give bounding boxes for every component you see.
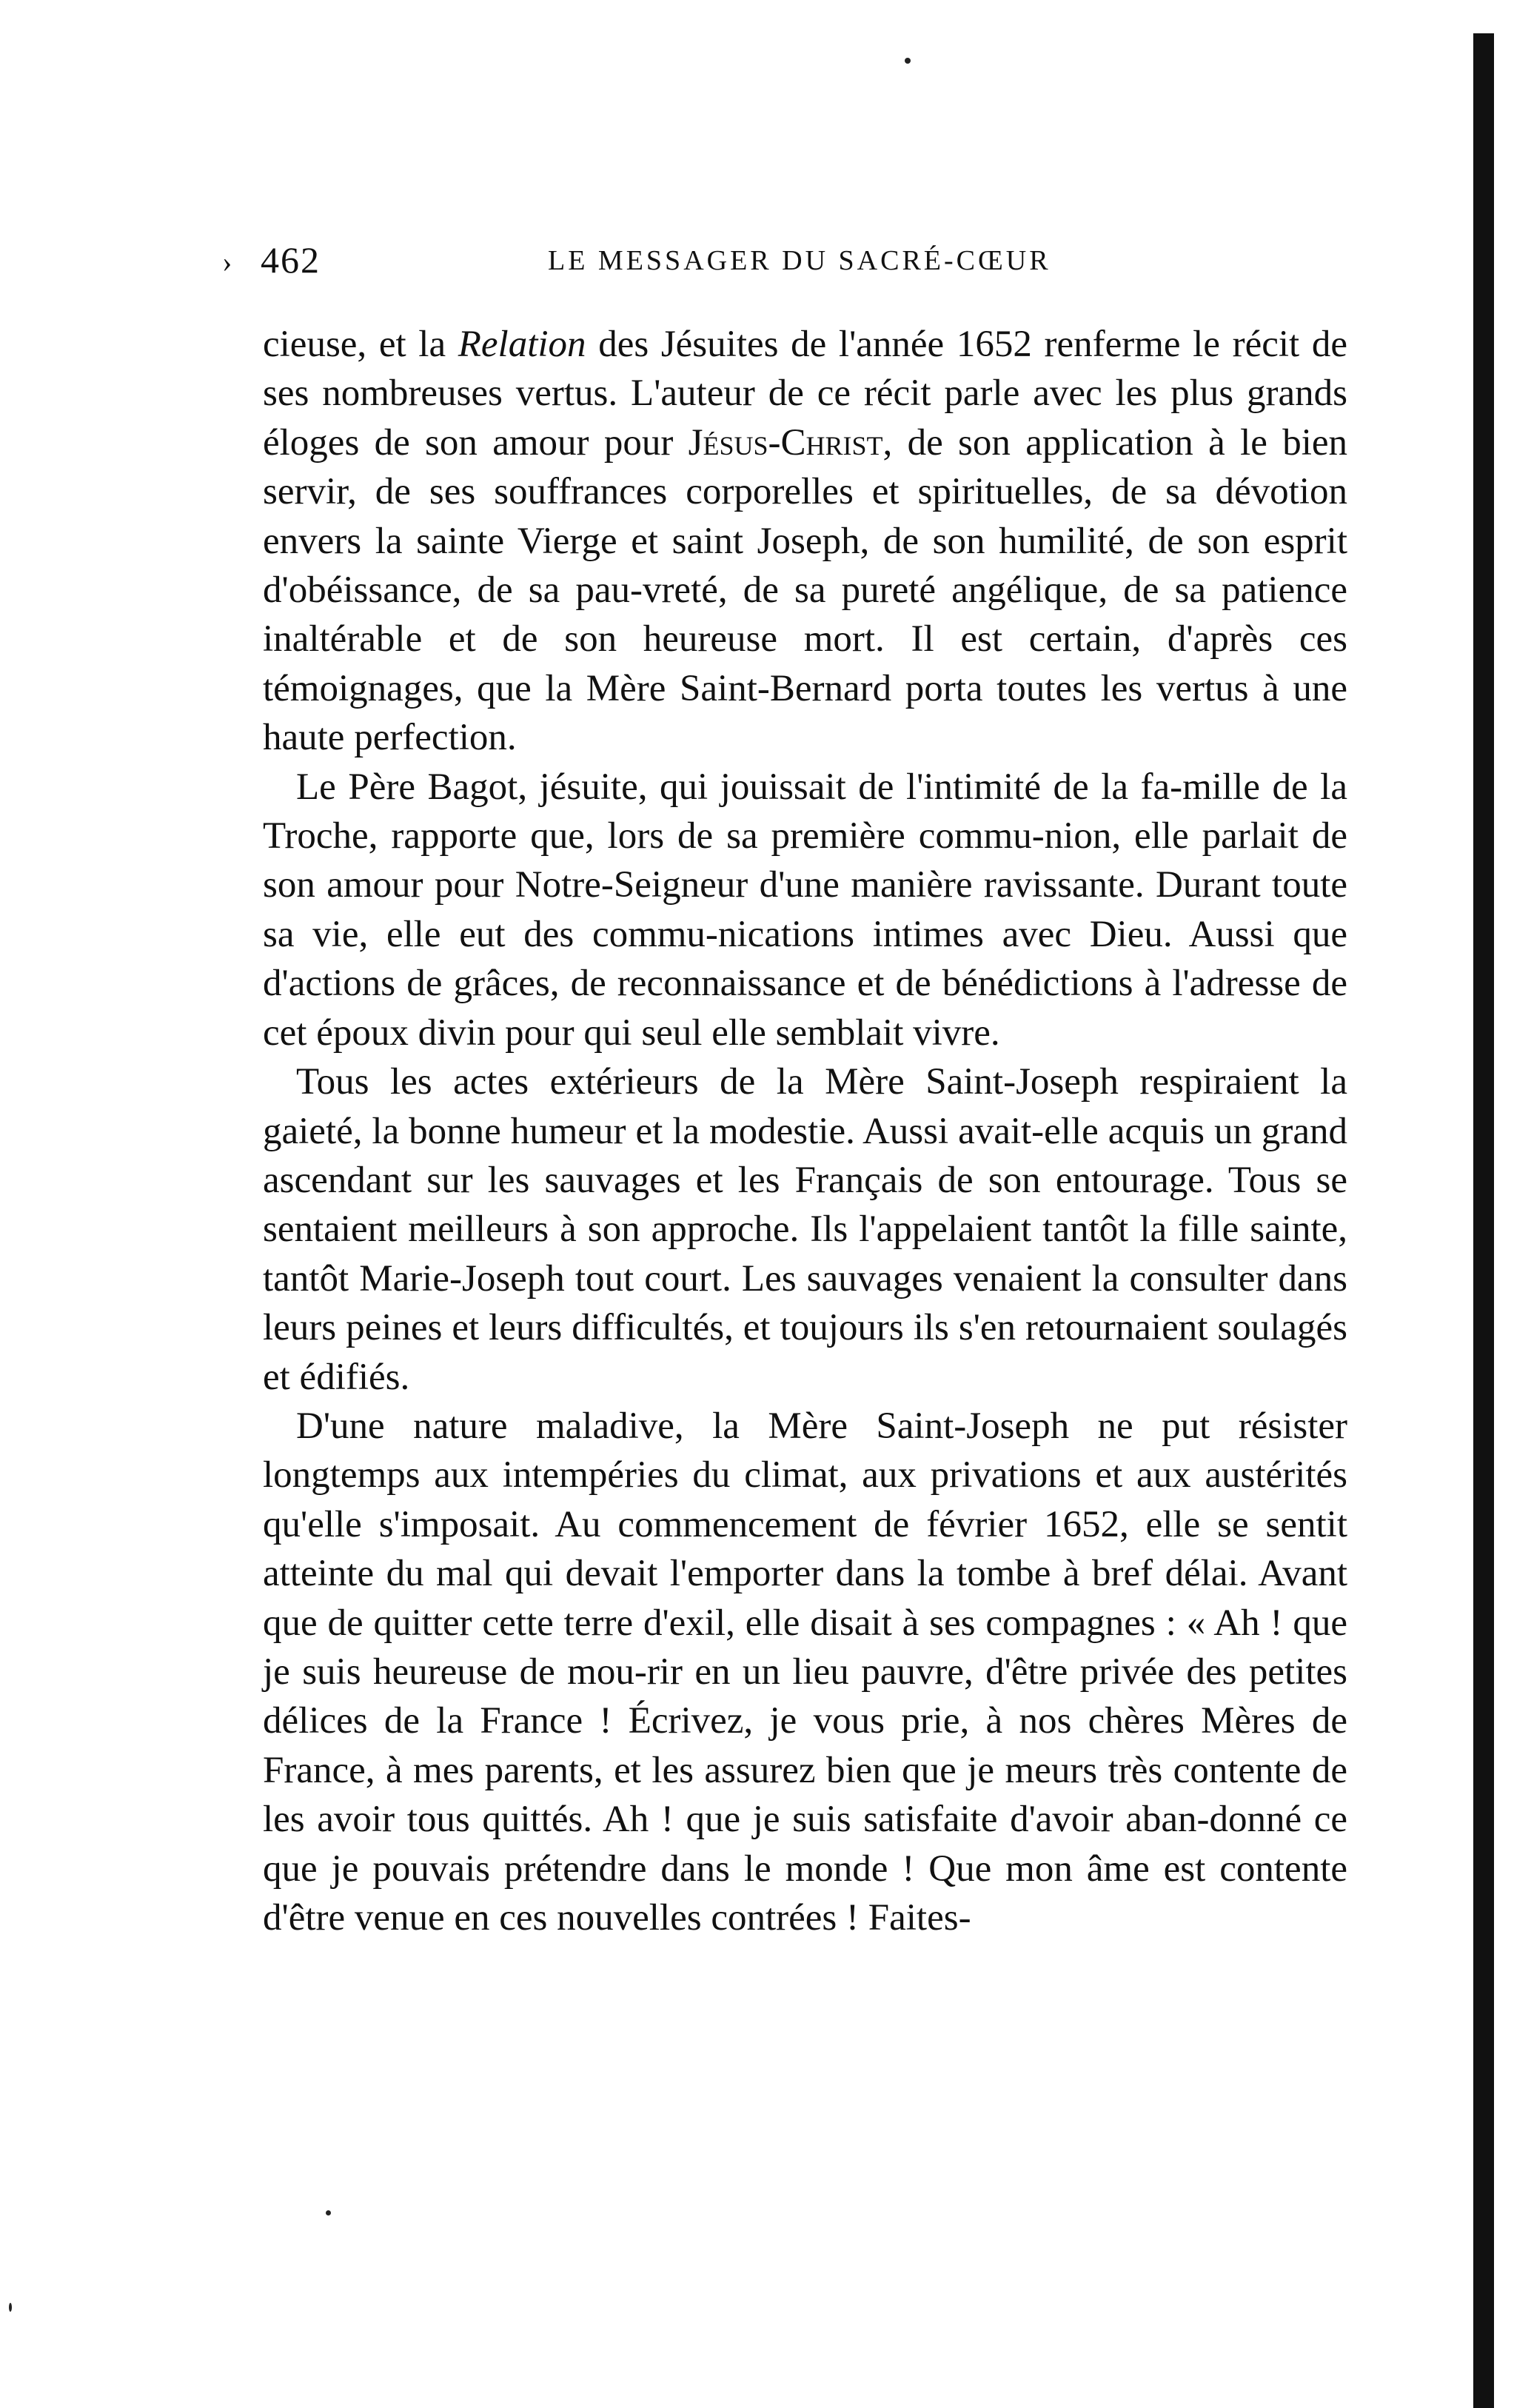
page-edge-shadow [1473,33,1494,2408]
paragraph-2 [263,763,1347,1057]
print-speck [326,2210,331,2215]
text-run: Tous les actes extérieurs de la Mère Saint-Joseph respiraient la gaieté, la bonne humeur et la modestie. Aussi avait-elle acquis un grand ascendant sur les sauvages et les Français de son entourage. Tous se sentaient meilleurs à son approche. Ils l'appelaient tantôt la fille sainte, tantôt Marie-Joseph tout court. Les sauvages venaient la consulter dans leurs peines et leurs difficultés, et toujours ils s'en retournaient soulagés et édifiés. [263,1061,1347,1398]
text-run: , de son application à le bien servir, de ses souffrances corporelles et spirituelles, de sa dévotion envers la sainte Vierge et saint Joseph, de son humilité, de son esprit d'obéissance, de sa pau-vreté, de sa pureté angélique, de sa patience inaltérable et de son heureuse mort. Il est certain, d'après ces témoignages, que la Mère Saint-Bernard porta toutes les vertus à une haute perfection. [263,421,1347,759]
italic-text: Relation [458,324,586,365]
text-run: Le Père Bagot, jésuite, qui jouissait de l'intimité de la fa-mille de la Troche, rapporte que, lors de sa première commu-nion, elle parlait de son amour pour Notre-Seigneur d'une manière ravissante. Durant toute sa vie, elle eut des commu-nications intimes avec Dieu. Aussi que d'actions de grâces, de reconnaissance et de bénédictions à l'adresse de cet époux divin pour qui seul elle semblait vivre. [263,766,1347,1054]
print-speck [9,2303,12,2312]
text-run: cieuse, et la [263,324,458,365]
page-number: 462 [261,239,321,281]
paragraph-3 [263,1057,1347,1402]
text-run: D'une nature maladive, la Mère Saint-Joseph ne put résister longtemps aux intempéries du climat, aux privations et aux austérités qu'elle s'imposait. Au commencement de février 1652, elle se sentit atteinte du mal qui devait l'emporter dans la tombe à bref délai. Avant que de quitter cette terre d'exil, elle disait à ses compagnes : « Ah ! que je suis heureuse de mou-rir en un lieu pauvre, d'être privée des petites délices de la France ! Écrivez, je vous prie, à nos chères Mères de France, à mes parents, et les assurez bien que je meurs très contente de les avoir tous quittés. Ah ! que je suis satisfaite d'avoir aban-donné ce que je pouvais prétendre dans le monde ! Que mon âme est contente d'être venue en ces nouvelles contrées ! Faites- [263,1405,1347,1939]
print-speck [905,58,911,64]
running-title: LE MESSAGER DU SACRÉ-CŒUR [548,245,1051,276]
paragraph-1 [263,320,1347,763]
paragraph-4 [263,1402,1347,1942]
running-header [222,238,1370,298]
text-run: des Jésuites de l'année 1652 renferme le récit de ses nombreuses vertus. L'auteur de ce récit parle avec les plus grands éloges de son amour pour [263,324,1347,464]
header-mark: › [222,245,232,278]
smallcaps-text: Jésus-Christ [688,421,883,464]
body-text [263,320,1347,1942]
